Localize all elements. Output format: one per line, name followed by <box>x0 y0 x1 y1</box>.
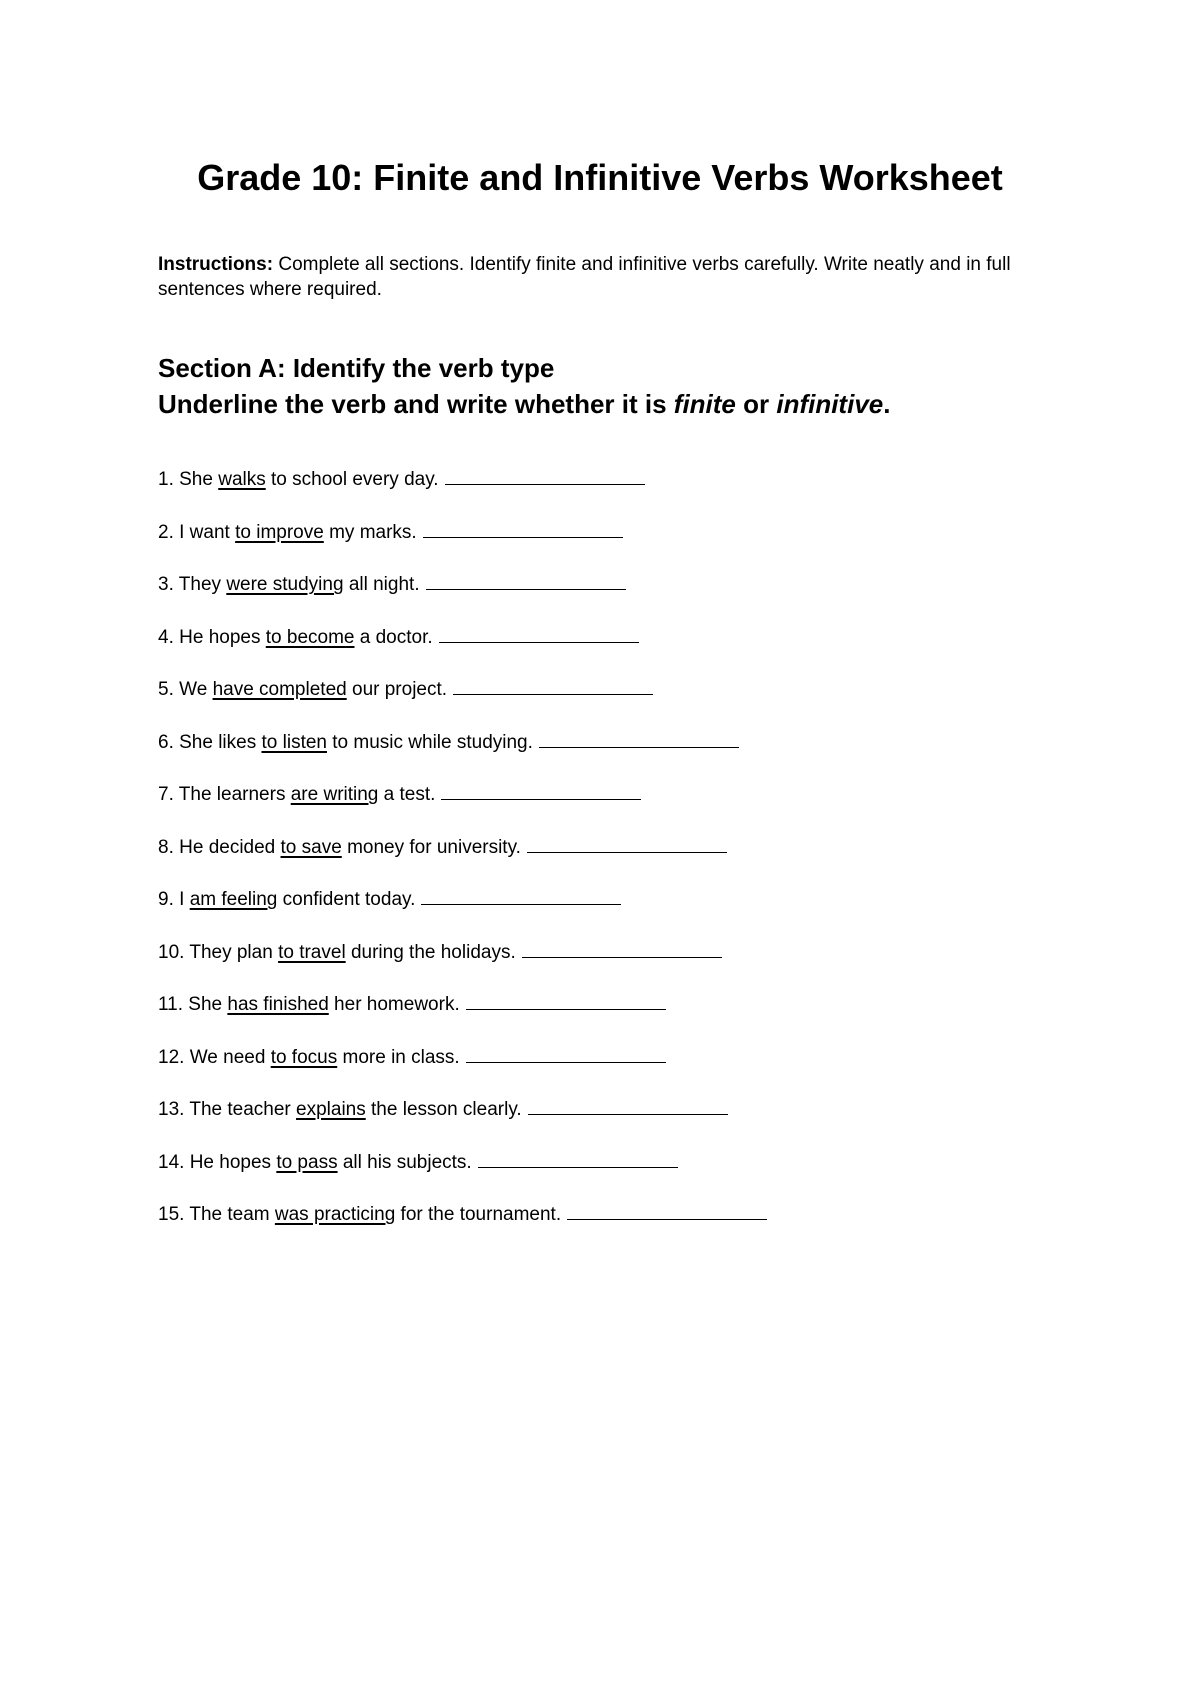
underlined-verb: are writing <box>290 784 379 805</box>
question-text-before: 14. He hopes <box>158 1151 277 1173</box>
question-item <box>158 1042 1058 1095</box>
answer-blank[interactable] <box>453 674 653 695</box>
question-item <box>158 674 1058 727</box>
answer-blank[interactable] <box>478 1147 678 1168</box>
underlined-verb: to pass <box>276 1151 338 1173</box>
answer-blank[interactable] <box>426 569 626 590</box>
underlined-verb: am feeling <box>189 889 278 910</box>
question-item <box>158 569 1058 622</box>
answer-blank[interactable] <box>466 989 666 1010</box>
question-text-after: the lesson clearly. <box>365 1099 522 1120</box>
question-text-before: 6. She likes <box>158 731 262 753</box>
question-item <box>158 937 1058 990</box>
section-a-subheading <box>158 386 1058 422</box>
question-text-before: 8. He decided <box>158 836 281 858</box>
instructions <box>158 252 1048 302</box>
answer-blank[interactable] <box>423 517 623 538</box>
question-text-after: confident today. <box>277 889 416 910</box>
question-text-before: 15. The team <box>158 1204 275 1225</box>
answer-blank[interactable] <box>439 622 639 643</box>
answer-blank[interactable] <box>466 1042 666 1063</box>
instructions-text: Complete all sections. Identify finite and infinitive verbs carefully. Write neatly and in full sentences where required. <box>158 254 1011 300</box>
question-text-after: more in class. <box>337 1046 460 1068</box>
answer-blank[interactable] <box>522 937 722 958</box>
underlined-verb: have completed <box>212 679 347 700</box>
question-text-after: my marks. <box>323 521 417 543</box>
question-text-after: our project. <box>346 679 448 700</box>
page-title: Grade 10: Finite and Infinitive Verbs Worksheet <box>197 157 1003 198</box>
question-item <box>158 1147 1058 1200</box>
question-text-after: for the tournament. <box>395 1204 562 1225</box>
question-text-after: to school every day. <box>265 469 439 490</box>
question-item <box>158 1094 1058 1147</box>
underlined-verb: to become <box>265 626 355 648</box>
subheading-prefix: Underline the verb and write whether it is <box>158 389 674 419</box>
underlined-verb: has finished <box>227 994 329 1015</box>
question-text-before: 13. The teacher <box>158 1099 297 1120</box>
question-text-after: a doctor. <box>354 626 433 648</box>
underlined-verb: to improve <box>235 521 324 543</box>
question-item <box>158 779 1058 832</box>
question-text-after: her homework. <box>328 994 460 1015</box>
underlined-verb: to travel <box>278 941 346 963</box>
answer-blank[interactable] <box>445 464 645 485</box>
question-item <box>158 517 1058 570</box>
option-infinitive: infinitive <box>776 389 884 419</box>
subheading-period: . <box>883 389 891 419</box>
subheading-conjunction: or <box>735 389 777 419</box>
underlined-verb: was practicing <box>274 1204 396 1225</box>
question-text-before: 7. The learners <box>158 784 291 805</box>
underlined-verb: to listen <box>261 731 327 753</box>
section-a-title: Section A: Identify the verb type <box>158 353 555 383</box>
question-item <box>158 884 1058 937</box>
section-a-heading <box>158 350 1058 422</box>
question-item <box>158 727 1058 780</box>
question-list <box>158 464 1058 1252</box>
underlined-verb: explains <box>296 1099 366 1120</box>
question-text-after: money for university. <box>341 836 521 858</box>
question-text-after: a test. <box>378 784 436 805</box>
answer-blank[interactable] <box>528 1094 728 1115</box>
underlined-verb: to focus <box>270 1046 338 1068</box>
question-text-before: 2. I want <box>158 521 236 543</box>
question-item <box>158 832 1058 885</box>
underlined-verb: were studying <box>226 574 344 595</box>
question-text-before: 4. He hopes <box>158 626 266 648</box>
question-item <box>158 622 1058 675</box>
question-text-after: all his subjects. <box>337 1151 472 1173</box>
answer-blank[interactable] <box>421 884 621 905</box>
question-text-before: 5. We <box>158 679 213 700</box>
question-item <box>158 464 1058 517</box>
question-text-before: 3. They <box>158 574 227 595</box>
question-text-before: 1. She <box>158 469 219 490</box>
answer-blank[interactable] <box>441 779 641 800</box>
instructions-label: Instructions: <box>158 254 274 275</box>
question-text-before: 11. She <box>158 994 228 1015</box>
answer-blank[interactable] <box>539 727 739 748</box>
underlined-verb: to save <box>280 836 342 858</box>
question-item <box>158 1199 1058 1252</box>
option-finite: finite <box>673 389 736 419</box>
question-text-before: 10. They plan <box>158 941 279 963</box>
answer-blank[interactable] <box>567 1199 767 1220</box>
question-text-before: 9. I <box>158 889 190 910</box>
answer-blank[interactable] <box>527 832 727 853</box>
question-item <box>158 989 1058 1042</box>
question-text-after: all night. <box>343 574 420 595</box>
question-text-after: to music while studying. <box>326 731 533 753</box>
underlined-verb: walks <box>218 469 266 490</box>
question-text-before: 12. We need <box>158 1046 271 1068</box>
question-text-after: during the holidays. <box>345 941 516 963</box>
